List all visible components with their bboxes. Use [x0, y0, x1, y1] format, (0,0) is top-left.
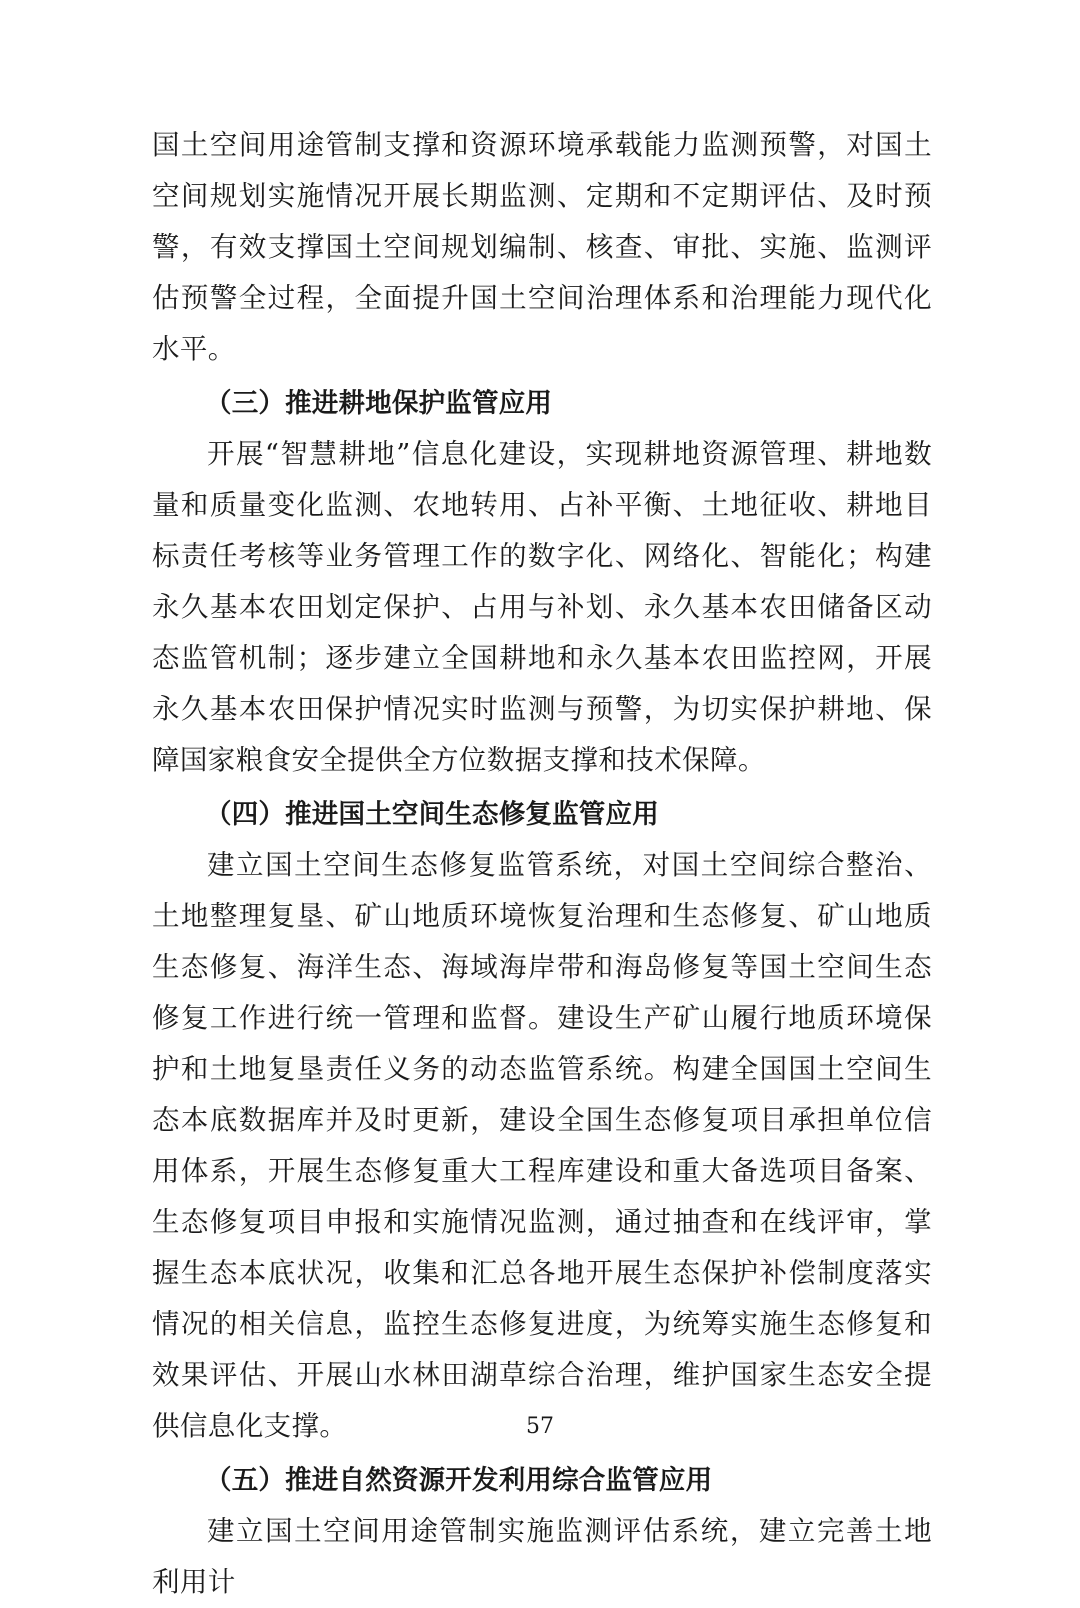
page-number: 57 — [526, 1414, 554, 1439]
section-heading-three: （三）推进耕地保护监管应用 — [205, 388, 553, 419]
body-paragraph: 开展“智慧耕地”信息化建设，实现耕地资源管理、耕地数量和质量变化监测、农地转用、占补平衡、土地征收、耕地目标责任考核等业务管理工作的数字化、网络化、智能化；构建永久基本农田划定保护、占用与补划、永久基本农田储备区动态监管机制；逐步建立全国耕地和永久基本农田监控网，开展永久基本农田保护情况实时监测与预警，为切实保护耕地、保障国家粮食安全提供全方位数据支撑和技术保障。 — [152, 438, 932, 776]
section-heading-four: （四）推进国土空间生态修复监管应用 — [205, 799, 659, 830]
body-paragraph: 国土空间用途管制支撑和资源环境承载能力监测预警，对国土空间规划实施情况开展长期监测、定期和不定期评估、及时预警，有效支撑国土空间规划编制、核查、审批、实施、监测评估预警全过程，全面提升国土空间治理体系和治理能力现代化水平。 — [152, 129, 932, 365]
document-body — [152, 120, 932, 1608]
section-heading-five: （五）推进自然资源开发利用综合监管应用 — [205, 1465, 713, 1496]
body-paragraph: 建立国土空间用途管制实施监测评估系统，建立完善土地利用计 — [152, 1515, 932, 1598]
body-paragraph: 建立国土空间生态修复监管系统，对国土空间综合整治、土地整理复垦、矿山地质环境恢复治理和生态修复、矿山地质生态修复、海洋生态、海域海岸带和海岛修复等国土空间生态修复工作进行统一管理和监督。建设生产矿山履行地质环境保护和土地复垦责任义务的动态监管系统。构建全国国土空间生态本底数据库并及时更新，建设全国生态修复项目承担单位信用体系，开展生态修复重大工程库建设和重大备选项目备案、生态修复项目申报和实施情况监测，通过抽查和在线评审，掌握生态本底状况，收集和汇总各地开展生态保护补偿制度落实情况的相关信息，监控生态修复进度，为统筹实施生态修复和效果评估、开展山水林田湖草综合治理，维护国家生态安全提供信息化支撑。 — [152, 849, 932, 1442]
